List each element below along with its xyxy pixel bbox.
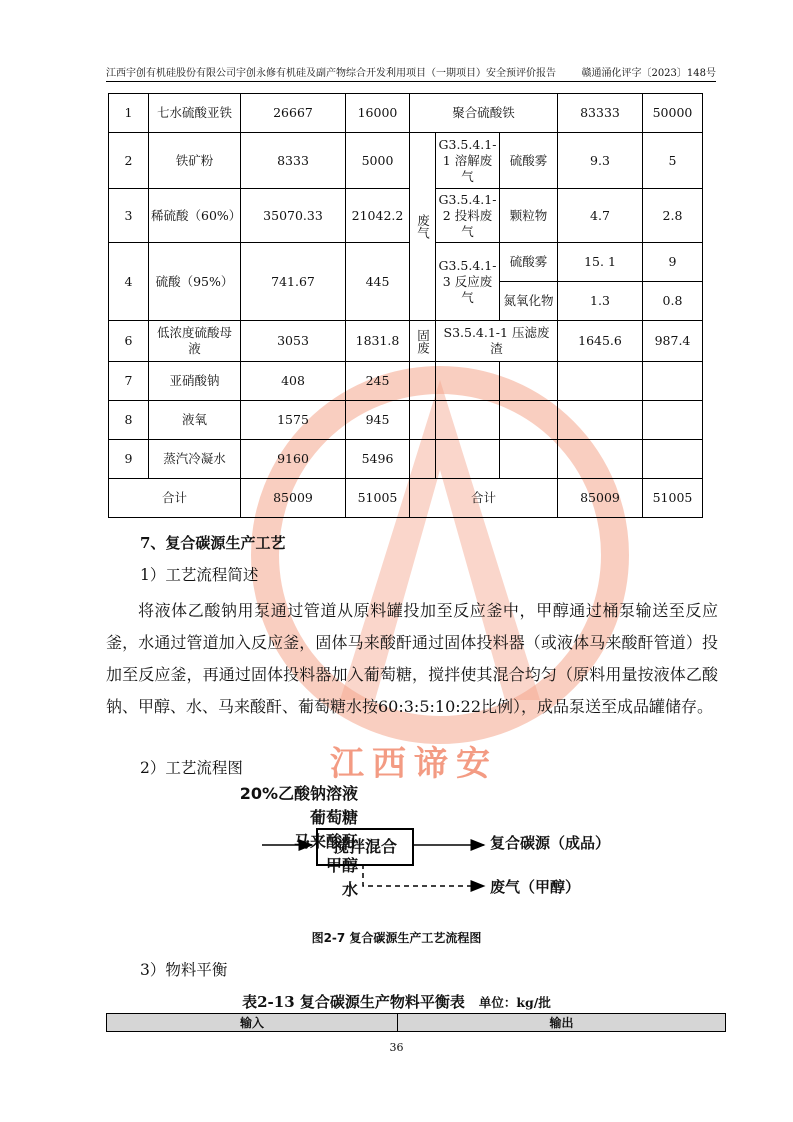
cell-out2: 0.8 [643,282,703,321]
cell-total-out-label: 合计 [410,479,558,518]
cell-out2: 5 [643,133,703,189]
cell-out2: 2.8 [643,189,703,243]
flow-output-waste: 废气（甲醇） [490,878,581,896]
cell-no: 1 [109,94,149,133]
flow-input: 甲醇 [325,856,358,875]
cell-out2: 50000 [643,94,703,133]
composite-carbon-balance-table [106,1013,726,1032]
cell-in1: 3053 [241,321,346,362]
cell-in2: 945 [346,401,410,440]
cell-in1: 741.67 [241,243,346,321]
table-row [109,189,703,243]
subheading-process-flow: 2）工艺流程图 [140,759,243,777]
cell-no: 6 [109,321,149,362]
cell-out2: 9 [643,243,703,282]
cell-out-name: 硫酸雾 [500,133,558,189]
cell-out-name: 聚合硫酸铁 [410,94,558,133]
cell-in1: 8333 [241,133,346,189]
cell-out1: 4.7 [558,189,643,243]
arrow-to-waste [363,864,484,886]
flow-input: 水 [341,880,358,899]
cell-out1: 15. 1 [558,243,643,282]
cell-no: 8 [109,401,149,440]
cell-out-code: G3.5.4.1-2 投料废气 [436,189,500,243]
table-title-text: 表2-13 复合碳源生产物料平衡表 [242,993,465,1011]
table-header-row [107,1014,726,1032]
table-row [109,440,703,479]
cell-total-out2: 51005 [643,479,703,518]
subheading-material-balance: 3）物料平衡 [140,961,228,979]
cell-in2: 16000 [346,94,410,133]
table-row [109,321,703,362]
cell-in2: 21042.2 [346,189,410,243]
cell-no: 3 [109,189,149,243]
cell-out1: 9.3 [558,133,643,189]
cell-in2: 245 [346,362,410,401]
table-row [109,401,703,440]
cell-out-name: 硫酸雾 [500,243,558,282]
header-rule [106,81,716,82]
cell-gas-label: 废气 [410,133,436,321]
cell-out-name: 颗粒物 [500,189,558,243]
cell-in1: 408 [241,362,346,401]
process-flow-diagram [106,782,718,902]
header-right: 赣通涌化评字〔2023〕148号 [581,68,716,79]
flow-input: 葡萄糖 [309,808,358,827]
cell-out2: 987.4 [643,321,703,362]
cell-out-code: G3.5.4.1-1 溶解废气 [436,133,500,189]
cell-no: 7 [109,362,149,401]
cell-total-in2: 51005 [346,479,410,518]
table-row [109,133,703,189]
cell-name: 亚硝酸钠 [149,362,241,401]
subheading-process-description: 1）工艺流程简述 [140,566,259,584]
header-output: 输出 [397,1014,725,1032]
cell-name: 铁矿粉 [149,133,241,189]
cell-out1: 83333 [558,94,643,133]
cell-in2: 445 [346,243,410,321]
watermark-text: 江西谛安 [330,744,498,784]
header-left: 江西宇创有机硅股份有限公司宇创永修有机硅及副产物综合开发利用项目（一期项目）安全预评价报告 [106,68,556,79]
table-total-row [109,479,703,518]
flow-input: 马来酸酐 [293,832,358,851]
page-number: 36 [389,1041,404,1054]
cell-no: 2 [109,133,149,189]
table-row [109,362,703,401]
cell-no: 4 [109,243,149,321]
mixing-box: 搅拌混合 [316,828,414,866]
table-row [109,243,703,282]
flow-input: 20%乙酸钠溶液 [239,784,358,803]
cell-out-name: S3.5.4.1-1 压滤废渣 [436,321,558,362]
cell-in1: 26667 [241,94,346,133]
material-balance-table [108,93,703,518]
cell-no: 9 [109,440,149,479]
cell-in1: 35070.33 [241,189,346,243]
table-title [0,991,793,1012]
cell-name: 蒸汽冷凝水 [149,440,241,479]
figure-caption: 图2-7 复合碳源生产工艺流程图 [311,931,482,945]
table-row [109,94,703,133]
cell-in2: 5000 [346,133,410,189]
cell-total-out1: 85009 [558,479,643,518]
cell-out-name: 氮氧化物 [500,282,558,321]
cell-in2: 5496 [346,440,410,479]
cell-total-label: 合计 [109,479,241,518]
process-paragraph: 将液体乙酸钠用泵通过管道从原料罐投加至反应釜中，甲醇通过桶泵输送至反应釜，水通过管道加入反应釜，固体马来酸酐通过固体投料器（或液体马来酸酐管道）投加至反应釜，再通过固体投料器加入葡萄糖，搅拌使其混合均匀（原料用量按液体乙酸钠、甲醇、水、马来酸酐、葡萄糖水按60:3:5:10:22比例），成品泵送至成品罐储存。 [106,601,718,716]
cell-out1: 1.3 [558,282,643,321]
cell-in1: 1575 [241,401,346,440]
cell-out1: 1645.6 [558,321,643,362]
cell-name: 液氧 [149,401,241,440]
cell-in1: 9160 [241,440,346,479]
cell-in2: 1831.8 [346,321,410,362]
flow-output-product: 复合碳源（成品） [490,834,611,852]
cell-out-code: G3.5.4.1-3 反应废气 [436,243,500,321]
header-input: 输入 [107,1014,398,1032]
cell-total-in1: 85009 [241,479,346,518]
cell-name: 七水硫酸亚铁 [149,94,241,133]
cell-solid-label: 固废 [410,321,436,362]
cell-name: 硫酸（95%） [149,243,241,321]
cell-name: 稀硫酸（60%） [149,189,241,243]
table-unit: 单位：kg/批 [478,995,551,1010]
section-title: 7、复合碳源生产工艺 [140,534,286,552]
cell-name: 低浓度硫酸母液 [149,321,241,362]
